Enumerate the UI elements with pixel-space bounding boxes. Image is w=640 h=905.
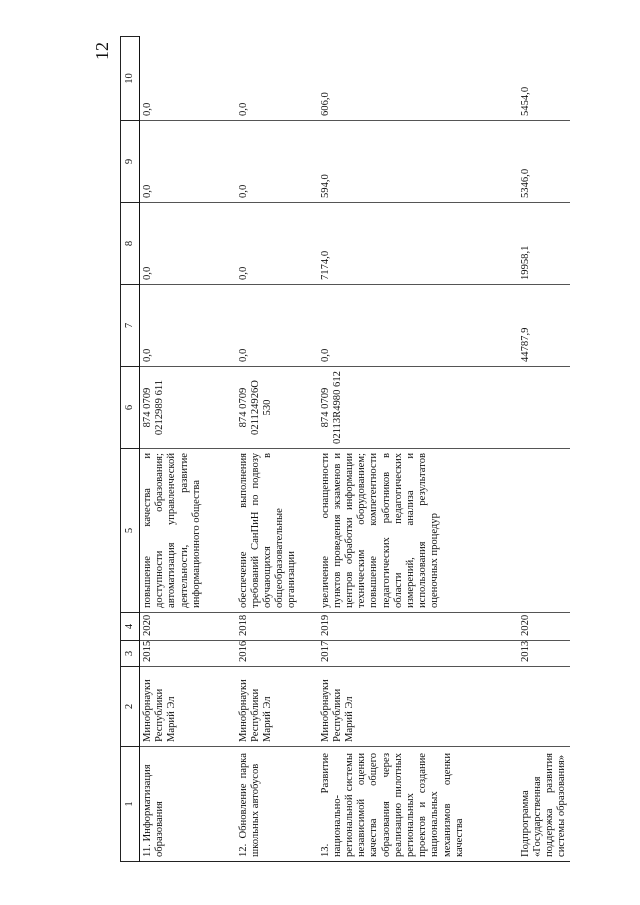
value-col8: 0,0 xyxy=(236,203,318,285)
value-col10: 606,0 xyxy=(318,37,518,121)
expected-result xyxy=(518,449,571,613)
funding-table xyxy=(120,36,570,862)
header-row xyxy=(121,37,140,862)
header-cell: 8 xyxy=(121,203,140,285)
start-year: 2013 xyxy=(518,641,571,667)
budget-code: 874 0709 02113R4980 612 xyxy=(318,367,518,449)
value-col7: 0,0 xyxy=(140,285,236,367)
expected-result: повышение качества и доступности образования; автоматизация управленческой деятельности, развитие информационного общества xyxy=(140,449,236,613)
measure-name: 12. Обновление парка школьных автобусов xyxy=(236,747,318,862)
value-col8: 0,0 xyxy=(140,203,236,285)
value-col9: 0,0 xyxy=(140,121,236,203)
table-row xyxy=(236,37,318,862)
header-cell: 10 xyxy=(121,37,140,121)
value-col8: 19958,1 xyxy=(518,203,571,285)
budget-code: 874 0709 0212989 611 xyxy=(140,367,236,449)
header-cell: 3 xyxy=(121,641,140,667)
header-cell: 4 xyxy=(121,613,140,641)
header-cell: 7 xyxy=(121,285,140,367)
executor: Минобрнауки Республики Марий Эл xyxy=(318,667,518,747)
header-cell: 1 xyxy=(121,747,140,862)
measure-name: 13. Развитие национально-региональной системы независимой оценки качества общего образования через реализацию пилотных региональных проектов и создание национальных механизмов оценки качества xyxy=(318,747,518,862)
header-cell: 5 xyxy=(121,449,140,613)
page-number: 12 xyxy=(92,42,112,60)
end-year: 2019 xyxy=(318,613,518,641)
rotated-table-sheet xyxy=(120,37,568,862)
start-year: 2017 xyxy=(318,641,518,667)
start-year: 2015 xyxy=(140,641,236,667)
table-row xyxy=(318,37,518,862)
end-year: 2018 xyxy=(236,613,318,641)
value-col10: 5454,0 xyxy=(518,37,571,121)
end-year: 2020 xyxy=(140,613,236,641)
start-year: 2016 xyxy=(236,641,318,667)
executor xyxy=(518,667,571,747)
value-col10: 0,0 xyxy=(140,37,236,121)
table-row xyxy=(140,37,236,862)
measure-name: 11. Информатизация образования xyxy=(140,747,236,862)
value-col10: 0,0 xyxy=(236,37,318,121)
value-col9: 0,0 xyxy=(236,121,318,203)
measure-name: Подпрограмма «Государственная поддержка развития системы образования» xyxy=(518,747,571,862)
header-cell: 9 xyxy=(121,121,140,203)
value-col9: 594,0 xyxy=(318,121,518,203)
value-col9: 5346,0 xyxy=(518,121,571,203)
value-col7: 44787,9 xyxy=(518,285,571,367)
expected-result: увеличение оснащенности пунктов проведения экзаменов и центров обработки информации техническим оборудованием; повышение компетентности педагогических работников в области педагогических измерений, анализа и использования результатов оценочных процедур xyxy=(318,449,518,613)
header-cell: 2 xyxy=(121,667,140,747)
expected-result: обеспечение выполнения требований СанПиН по подвозу обучающихся в общеобразовательные организации xyxy=(236,449,318,613)
header-cell: 6 xyxy=(121,367,140,449)
budget-code xyxy=(518,367,571,449)
end-year: 2020 xyxy=(518,613,571,641)
executor: Минобрнауки Республики Марий Эл xyxy=(140,667,236,747)
value-col7: 0,0 xyxy=(318,285,518,367)
executor: Минобрнауки Республики Марий Эл xyxy=(236,667,318,747)
value-col8: 7174,0 xyxy=(318,203,518,285)
budget-code: 874 0709 021124926О 530 xyxy=(236,367,318,449)
value-col7: 0,0 xyxy=(236,285,318,367)
table-row-subprogram-total xyxy=(518,37,571,862)
